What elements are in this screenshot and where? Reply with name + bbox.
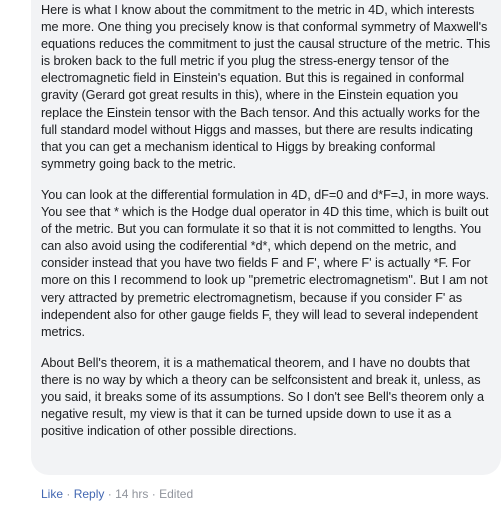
separator: · — [66, 487, 71, 501]
comment-bubble — [31, 0, 501, 475]
comment-paragraph-2: You can look at the differential formulation in 4D, dF=0 and d*F=J, in more ways. You see that * which is the Hodge dual operator in 4D this time, which is built out of the metric. But you can formulate it so that it is not committed to lengths. You can also avoid using the codiferential *d*, which depend on the metric, and consider instead that you have two fields F and F', where F' is actually *F. For more on this I recommend to look up "premetric electromagnetism". But I am not very attracted by premetric electromagnetism, because if you consider F' as independent also for other gauge fields F, they will lead to several independent metrics. — [41, 187, 490, 339]
comment-paragraph-1: Here is what I know about the commitment to the metric in 4D, which interests me more. One thing you precisely know is that conformal symmetry of Maxwell's equations reduces the commitment to just the causal structure of the metric. This is broken back to the full metric if you plug the stress-energy tensor of the electromagnetic field in Einstein's equation. But this is regained in conformal gravity (Gerard got great results in this), where in the Einstein equation you replace the Einstein tensor with the Bach tensor. And this actually works for the full standard model without Higgs and masses, but there are results indicating that you can get a mechanism identical to Higgs by breaking conformal symmetry going back to the metric. — [41, 3, 491, 171]
comment-actions — [41, 487, 193, 501]
edited-label[interactable]: Edited — [159, 487, 194, 501]
comment-paragraph-3: About Bell's theorem, it is a mathematical theorem, and I have no doubts that there is no way by which a theory can be selfconsistent and break it, unless, as you said, it breaks some of its assumptions. So I don't see Bell's theorem only a negative result, my view is that it can be turned upside down to use it as a positive indication of other possible directions. — [41, 355, 484, 439]
separator: · — [151, 487, 156, 501]
separator: · — [107, 487, 112, 501]
reply-button[interactable]: Reply — [73, 487, 105, 501]
timestamp-link[interactable]: 14 hrs — [115, 487, 149, 501]
like-button[interactable]: Like — [41, 487, 64, 501]
